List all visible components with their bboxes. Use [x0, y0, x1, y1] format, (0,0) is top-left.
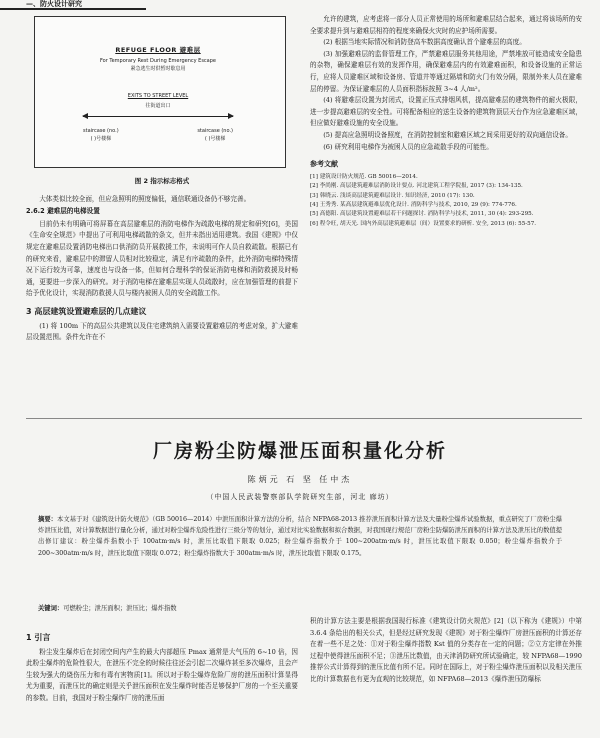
previous-article-right-column: [310, 14, 582, 229]
exits-title: EXITS TO STREET LEVEL: [127, 92, 189, 99]
paragraph: (2) 根据当地实际情况和消防登高车数据高度确认首个避难层的高度。: [323, 38, 526, 47]
abstract-text: 本文基于对《建筑设计防火规范》（GB 50016—2014）中泄压面积计算方法的分析，结合 NFPA68-2013 推荐泄压面积计算方法及大量粉尘爆炸试验数据，重点研究了厂房粉尘爆炸泄压比值，对计算数据进行量化分析，通过对粉尘爆炸危险性进行三级分等的划分，通过对比实验数据和拟合数据，对我国现行规范厂房粉尘防爆防泄压面积的计算方法及泄压比的数值提出修订建议：粉尘爆炸指数小于 100atm·m/s 时，泄压比取值下限取 0.025；粉尘爆炸指数介于 100~200atm·m/s 时，泄压比取值下限取 0.050；粉尘爆炸指数介于 200~300atm·m/s 时，泄压比取值下限取 0.072；粉尘爆炸指数大于 300atm·m/s 时，泄压比取值下限取 0.175。: [38, 516, 563, 557]
article-divider: [26, 418, 582, 419]
running-head: —、防火设计研究: [0, 0, 146, 10]
paragraph: 目前仍未有明确可将屏幕在高层避难层的消防电梯作为疏散电梯的规定和研究[6]，美国《生命安全规范》中提出了可利用电梯疏散的条文，但并未指出适用建筑。我国《建规》中仅规定在避难层设置消防电梯出口供消防员开展救援工作，未说明可作人员自救疏散。根据已有的研究来看，避难层中的滞留人员相对比较稳定，满足有序疏散的条件，此外消防电梯特殊情况下运行较为可靠，速度也与设备一体，但如何合理科学的保证消防电梯和消防救援及时畅通，更要进一步深入的研究。对于消防电梯在避难层实现人员疏散时，应在加强管理的前提下给予优化设计，实现消防救援人员与楼内被困人员的安全疏散工作。: [26, 219, 298, 298]
staircase-left-cn: ( )号楼梯: [90, 136, 112, 143]
paragraph: 粉尘发生爆炸后在封闭空间内产生的最大内部超压 Pmax 通常是大气压的 6~10 倍，因此粉尘爆炸的危险性很大，在泄压不完全的时候往往还会引起二次爆炸甚至多次爆炸，且会产生较为强大的烧伤压力和有毒有害物质[1]。所以对于粉尘爆炸危险厂房的泄压面积计算显得尤为重要，而泄压比的确定则是关乎泄压面积在发生爆炸时能否足够保护厂房的一个至关重要的参数。目前，我国对于粉尘爆炸厂房的泄压面: [26, 647, 298, 702]
article-left-column: [26, 626, 298, 705]
section-heading-intro: 1 引言: [26, 633, 51, 642]
staircase-right-label: staircase (no.): [197, 128, 233, 135]
refuge-subtitle-cn: 紧急逃生时供暂时歇息用: [130, 65, 186, 72]
exits-cn: 往街道出口: [145, 103, 171, 110]
figure-2-sign: [34, 16, 286, 168]
refuge-subtitle-en: For Temporary Rest During Emergency Escape: [99, 57, 216, 64]
reference-item: [1] 建筑设计防火规范. GB 50016—2014.: [310, 173, 418, 180]
article-authors: 陈炳元 石 坚 任中杰: [247, 475, 353, 484]
keywords: [38, 603, 562, 612]
keywords-label: 关键词：: [38, 605, 64, 612]
article-right-column: [310, 616, 582, 686]
figure-caption: 图 2 指示标志格式: [134, 177, 190, 185]
paragraph: (4) 将避难层设置为封闭式，设置正压式排烟风机，提高避难层的建筑物件的耐火极限，进一步提高避难层的安全性。可将配备相应的送生设备的建筑物顶层天台作为应急避难区域，但应做好避难设施的安全设施。: [310, 96, 582, 128]
subsection-heading: 2.6.2 避难层的电梯设置: [26, 207, 100, 216]
section-heading: 3 高层建筑设置避难层的几点建议: [26, 306, 147, 316]
article-affiliation: （中国人民武装警察部队学院研究生部，河北 廊坊）: [206, 493, 394, 501]
paragraph: (1) 将 100m 下的高层公共建筑以及住宅建筑纳入需要设置避难层的考虑对象，扩大避难层设置范围。条件允许在不: [26, 321, 298, 342]
paragraph: 允许的建筑，应考虑将一部分人员正常使用的场所和避难层结合起来，通过将该场所的安全要求提升到与避难层相符的程度来确保火灾时的应护场所需要。: [310, 15, 582, 35]
keywords-text: 可燃粉尘；泄压面积；泄压比；爆炸指数: [63, 605, 177, 612]
reference-item: [2] 李尚刚. 高层建筑避难层消防设计要点. 河北建筑工程学院报, 2017 (3): 134-135.: [310, 183, 523, 190]
paragraph: (5) 提高应急照明设备照度，在消防控制室和避难区域之间采用更好的双向通信设备。: [323, 130, 572, 139]
article-title: 厂房粉尘防爆泄压面积量化分析: [152, 440, 447, 462]
paragraph: (3) 加强避难层的监督管理工作，严禁避难层服务其他用途，严禁堆放可能造成安全隐患的杂物，确保避难层有效的发挥作用，确保避难层内的有效避难面积，和设备设施的正常运行，应将人员避难区域和设备房、管道井等通过隔墙和防火门有效分隔，限制外来人员在避难层的停留。为保证避难层的人员面积指标按照 3~4 人/m²。: [310, 49, 582, 93]
paragraph: 积的计算方法主要是根据我国现行标准《建筑设计防火规范》[2]（以下称为《建规》）中第 3.6.4 条给出的相关公式，但是经过研究发现《建规》对于粉尘爆炸厂房泄压面积的计算还存在着一些不足之处：①对于粉尘爆炸指数 Kst 值的分类存在一定的问题；②立方定律在外推过程中使得泄压面积不足；③泄压比数值，由天津消防研究所试验确定，较 NFPA68—1990 推荐公式计算得到的泄压比值有所不足。同时在国际上，对于粉尘爆炸泄压面积以及相关泄压比的计算数据也有更为直观的比较规范，如 NFPA68—2013《爆炸泄压防爆标: [310, 617, 582, 683]
paragraph: 大体类似比较全面，但应急照明的照度偏低，通信联通设备仍不够完善。: [39, 194, 251, 203]
reference-item: [5] 高德阳. 高层建筑设置避难层若干问题探讨. 消防科学与技术, 2011, 30 (4): 293-295.: [310, 211, 534, 218]
sign-illustration: [83, 45, 233, 143]
references-heading: 参考文献: [310, 160, 338, 169]
reference-item: [4] 王秀秀. 某高层建筑避难层优化设计. 消防科学与技术, 2010, 29 (9): 774-776.: [310, 201, 517, 208]
paragraph: (6) 研究利用电梯作为被困人员的应急疏散手段的可能性。: [323, 142, 493, 151]
abstract-label: 摘要：: [38, 516, 58, 523]
abstract: [38, 514, 562, 559]
staircase-left-label: staircase (no.): [83, 128, 119, 135]
reference-item: [6] 程令旺, 胡天光. 国内外高层建筑避难层（间）设置要求的研析. 安全, 2013 (6): 55-57.: [310, 220, 537, 227]
reference-item: [3] 韩晓云. 浅谈高层建筑避难层设计. 知识经济, 2010 (17): 130.: [310, 192, 475, 199]
double-arrow-icon: [83, 116, 233, 125]
staircase-labels: [83, 127, 233, 143]
previous-article-left-column: [26, 14, 298, 344]
refuge-floor-title: REFUGE FLOOR 避难层: [115, 46, 201, 54]
staircase-right-cn: ( )号楼梯: [204, 136, 226, 143]
